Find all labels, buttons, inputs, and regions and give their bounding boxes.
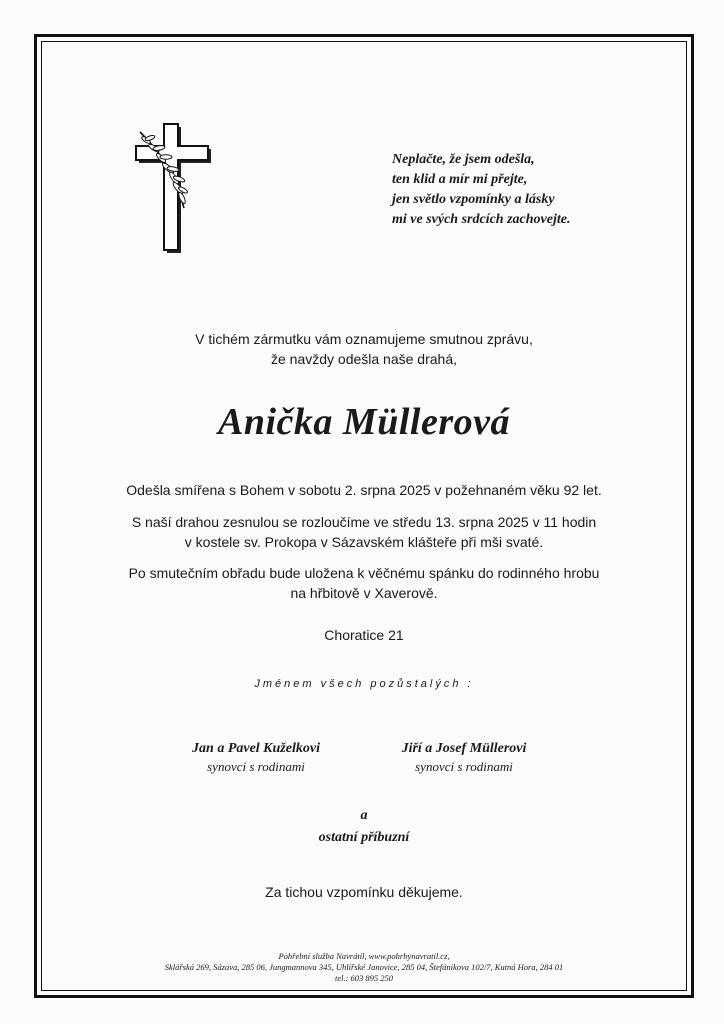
thanks-text: Za tichou vzpomínku děkujeme.	[265, 884, 463, 900]
burial-line: Po smutečním obřadu bude uložena k věčnému spánku do rodinného hrobu	[128, 565, 600, 581]
family-role: synovci s rodinami	[207, 759, 305, 774]
poem	[392, 150, 642, 230]
on-behalf-text: Jménem všech pozůstalých :	[254, 678, 474, 690]
poem-line: Neplačte, že jsem odešla,	[392, 152, 535, 167]
footer-line: tel.: 603 895 250	[334, 973, 394, 983]
farewell-line: S naší drahou zesnulou se rozloučíme ve středu 13. srpna 2025 v 11 hodin	[131, 514, 597, 530]
family-name: Jan a Pavel Kuželkovi	[192, 741, 320, 756]
death-info: Odešla smířena s Bohem v sobotu 2. srpna 2025 v požehnaném věku 92 let.	[126, 482, 602, 498]
other-relatives: ostatní příbuzní	[318, 830, 410, 845]
footer-line: Sklářská 269, Sázava, 285 06, Jungmannova 345, Uhlířské Janovice, 285 04, Štefánikova 102/7, Kutná Hora, 284 01	[164, 962, 564, 972]
address: Choratice 21	[324, 627, 404, 643]
announcement-line: že navždy odešla naše drahá,	[270, 351, 457, 367]
poem-line: ten klid a mír mi přejte,	[392, 172, 528, 187]
and-word: a	[360, 808, 368, 823]
family-block	[334, 740, 594, 775]
farewell-line: v kostele sv. Prokopa v Sázavském klášteře při mši svaté.	[184, 534, 544, 550]
family-role: synovci s rodinami	[415, 759, 513, 774]
poem-line: jen světlo vzpomínky a lásky	[392, 192, 555, 207]
poem-line: mi ve svých srdcích zachovejte.	[392, 212, 571, 227]
announcement	[41, 329, 687, 369]
family-name: Jiří a Josef Müllerovi	[401, 741, 527, 756]
funeral-service-footer	[41, 951, 687, 984]
cross-with-palm-icon	[128, 108, 218, 254]
footer-line: Pohřební služba Navrátil, www.pohrbynavratil.cz,	[278, 951, 450, 961]
farewell-info	[41, 512, 687, 552]
burial-line: na hřbitově v Xaverově.	[290, 585, 438, 601]
burial-info	[41, 563, 687, 603]
deceased-name: Anička Müllerová	[218, 401, 510, 443]
announcement-line: V tichém zármutku vám oznamujeme smutnou zprávu,	[195, 331, 533, 347]
